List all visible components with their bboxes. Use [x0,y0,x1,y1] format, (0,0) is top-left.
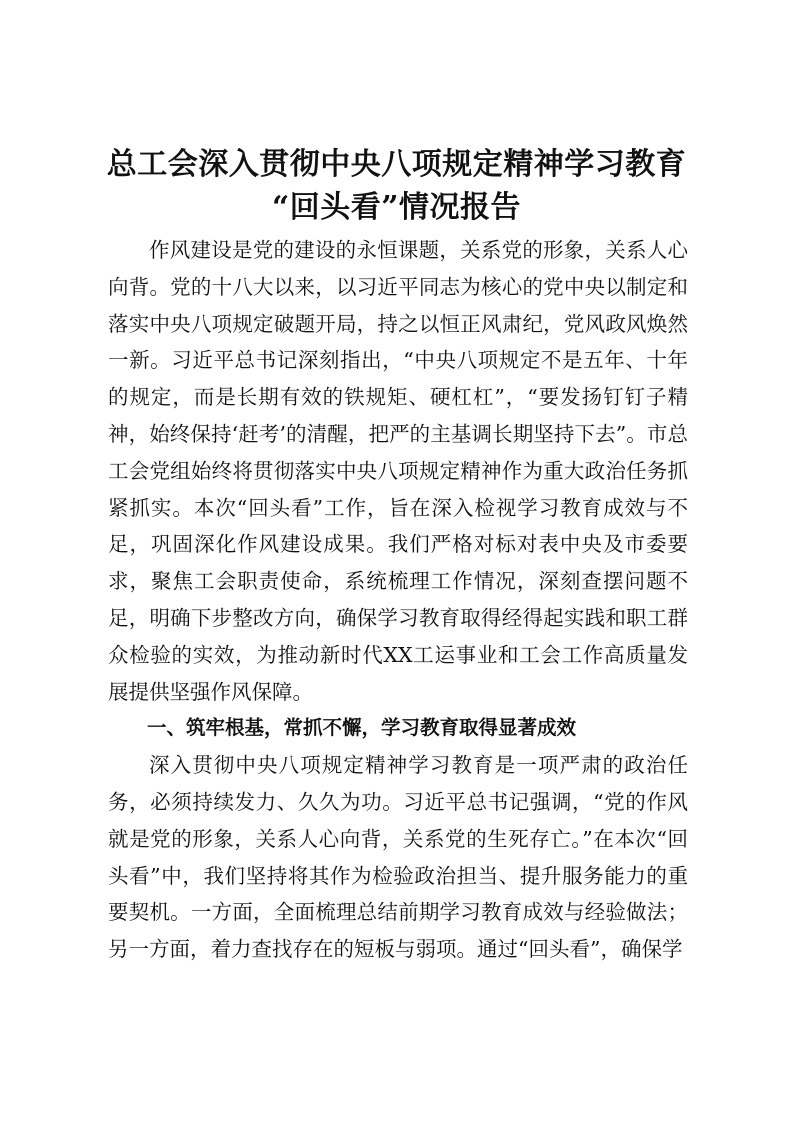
section1-paragraph: 深入贯彻中央八项规定精神学习教育是一项严肃的政治任务，必须持续发力、久久为功。习近平总书记强调，“党的作风就是党的形象，关系人心向背，关系党的生死存亡。”在本次“回头看”中，我们坚持将其作为检验政治担当、提升服务能力的重要契机。一方面，全面梳理总结前期学习教育成效与经验做法；另一方面，着力查找存在的短板与弱项。通过“回头看”，确保学 [108,753,688,962]
document-body [108,232,688,968]
document-title-line2: “回头看”情况报告 [271,190,521,225]
section-heading-1: 一、筑牢根基，常抓不懈，学习教育取得显著成效 [147,716,577,740]
intro-paragraph: 作风建设是党的建设的永恒课题，关系党的形象，关系人心向背。党的十八大以来，以习近平同志为核心的党中央以制定和落实中央八项规定破题开局，持之以恒正风肃纪，党风政风焕然一新。习近平总书记深刻指出，“中央八项规定不是五年、十年的规定，而是长期有效的铁规矩、硬杠杠”，“要发扬钉钉子精神，始终保持‘赶考’的清醒，把严的主基调长期坚持下去”。市总工会党组始终将贯彻落实中央八项规定精神作为重大政治任务抓紧抓实。本次“回头看”工作，旨在深入检视学习教育成效与不足，巩固深化作风建设成果。我们严格对标对表中央及市委要求，聚焦工会职责使命，系统梳理工作情况，深刻查摆问题不足，明确下步整改方向，确保学习教育取得经得起实践和职工群众检验的实效，为推动新时代XX工运事业和工会工作高质量发展提供坚强作风保障。 [108,238,688,704]
document-title-line1: 总工会深入贯彻中央八项规定精神学习教育 [106,147,687,182]
